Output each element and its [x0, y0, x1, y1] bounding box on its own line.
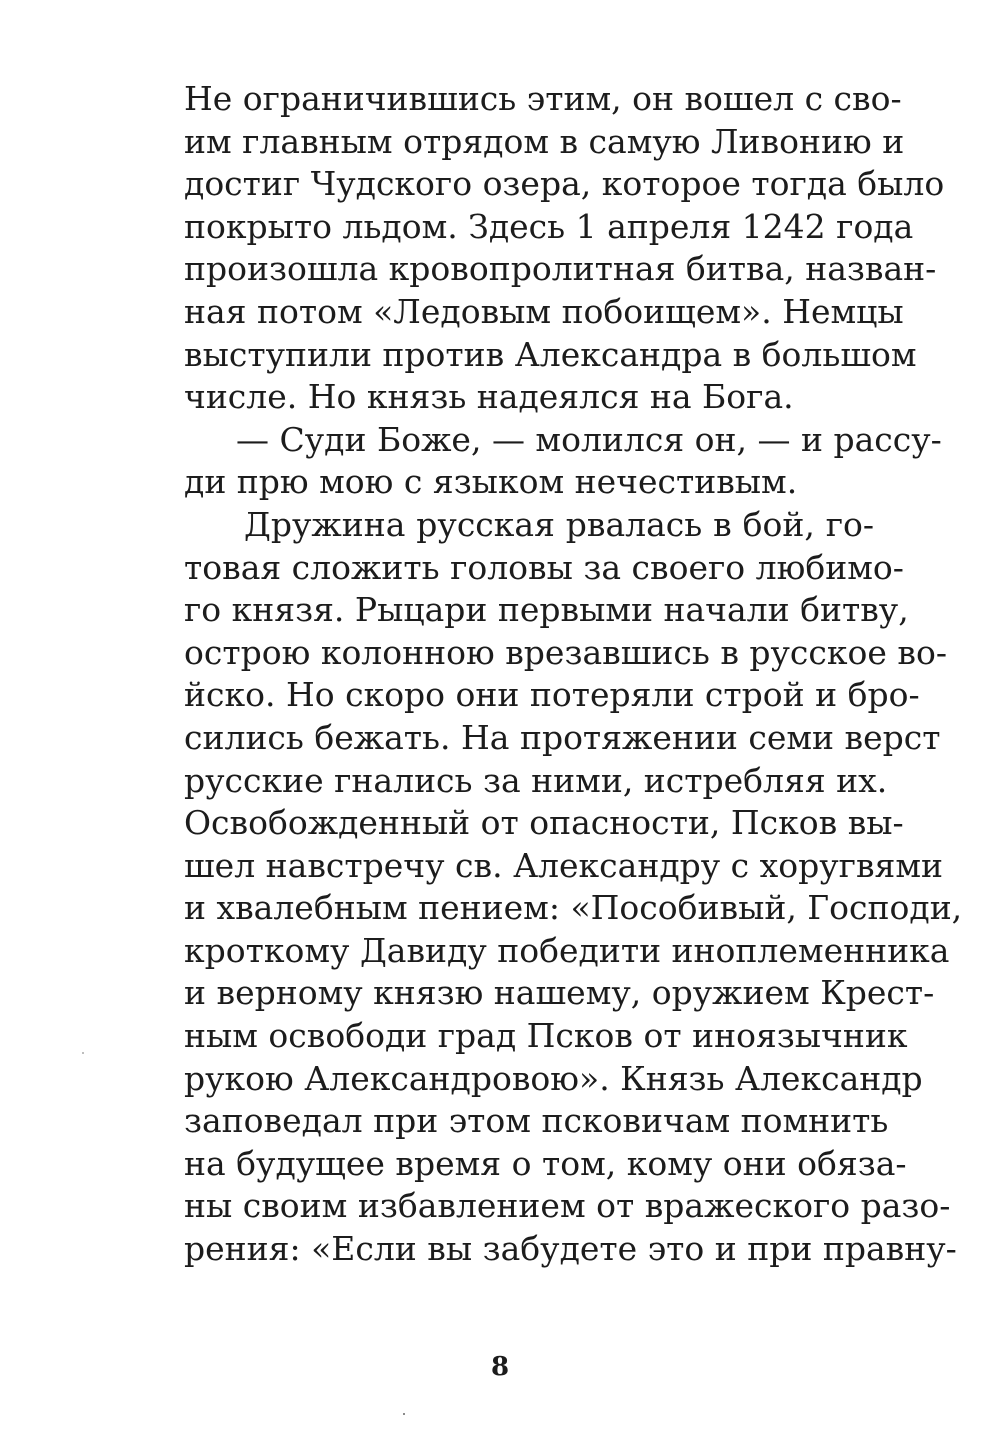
- text-line: ная потом «Ледовым побоищем». Немцы: [184, 291, 904, 331]
- text-line: шел навстречу св. Александру с хоругвями: [184, 845, 944, 885]
- text-line: Не ограничившись этим, он вошел с сво-: [184, 79, 902, 118]
- text-line: — Суди Боже, — молился он, — и рассу-: [236, 419, 942, 459]
- text-line: товая сложить головы за своего любимо-: [184, 547, 904, 587]
- text-line: острою колонною врезавшись в русское во-: [184, 632, 947, 672]
- text-line: рукою Александровою». Князь Александр: [184, 1058, 923, 1098]
- text-line: ным освободи град Псков от иноязычник: [184, 1016, 908, 1056]
- text-line: на будущее время о том, кому они обяза-: [184, 1143, 907, 1183]
- text-line: и хвалебным пением: «Пособивый, Господи,: [184, 888, 963, 928]
- text-line: заповедал при этом псковичам помнить: [184, 1101, 889, 1141]
- text-line: ны своим избавлением от вражеского разо-: [184, 1186, 951, 1226]
- text-line: Освобожденный от опасности, Псков вы-: [184, 803, 904, 843]
- text-line: ди прю мою с языком нечестивым.: [184, 462, 798, 502]
- text-line: Дружина русская рвалась в бой, го-: [244, 504, 874, 544]
- print-speck: [82, 1052, 84, 1054]
- text-line: достиг Чудского озера, которое тогда было: [184, 164, 945, 204]
- text-line: го князя. Рыцари первыми начали битву,: [184, 590, 909, 630]
- text-line: выступили против Александра в большом: [184, 334, 917, 374]
- body-text: [184, 78, 963, 1271]
- page-number: 8: [490, 1352, 510, 1382]
- text-line: произошла кровопролитная битва, назван-: [184, 249, 937, 289]
- text-line: рения: «Если вы забудете это и при правну-: [184, 1229, 957, 1269]
- text-line: сились бежать. На протяжении семи верст: [184, 717, 941, 757]
- print-speck: [403, 1413, 405, 1415]
- text-line: и верному князю нашему, оружием Крест-: [184, 973, 935, 1013]
- text-line: покрыто льдом. Здесь 1 апреля 1242 года: [184, 206, 914, 246]
- text-line: числе. Но князь надеялся на Бога.: [184, 377, 794, 417]
- text-line: кроткому Давиду победити иноплеменника: [184, 930, 950, 970]
- text-line: русские гнались за ними, истребляя их.: [184, 760, 888, 800]
- text-line: им главным отрядом в самую Ливонию и: [184, 121, 905, 161]
- text-line: йско. Но скоро они потеряли строй и бро-: [184, 675, 920, 715]
